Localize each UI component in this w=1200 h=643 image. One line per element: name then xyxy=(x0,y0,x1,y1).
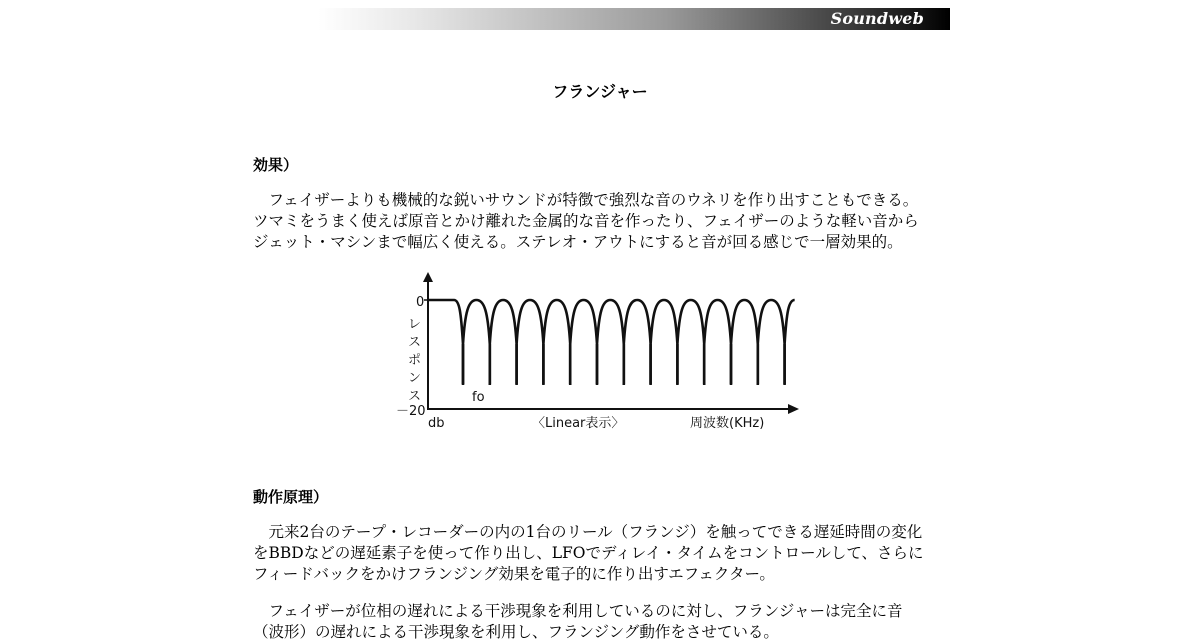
paragraph-line: ジェット・マシンまで幅広く使える。ステレオ・アウトにすると音が回る感じで一層効果的。 xyxy=(253,233,903,251)
y-unit-label: db xyxy=(428,416,445,431)
paragraph-line: 元来2台のテープ・レコーダーの内の1台のリール（フランジ）を触ってできる遅延時間の変化 xyxy=(253,523,923,541)
paragraph-line: フィードバックをかけフランジング効果を電子的に作り出すエフェクター。 xyxy=(253,565,775,583)
site-logo[interactable]: Soundweb xyxy=(830,9,924,28)
effect-paragraph xyxy=(253,190,953,253)
response-chart xyxy=(396,268,816,438)
paragraph-line: （波形）の遅れによる干渉現象を利用し、フランジング動作をさせている。 xyxy=(253,623,779,641)
paragraph-line: フェイザーよりも機械的な鋭いサウンドが特徴で強烈な音のウネリを作り出すこともできる。 xyxy=(253,191,919,209)
y-label-char: ン xyxy=(408,371,422,386)
response-curve xyxy=(428,300,795,384)
effect-heading: 効果） xyxy=(253,156,299,174)
paragraph-line: をBBDなどの遅延素子を使って作り出し、LFOでディレイ・タイムをコントロールして、さらに xyxy=(253,544,924,562)
y-tick-label-top: 0 xyxy=(416,295,425,310)
principle-paragraph xyxy=(253,522,953,585)
y-label-char: ポ xyxy=(408,353,422,368)
y-tick-label-bottom: －20 xyxy=(396,404,426,419)
x-axis-label: 周波数(KHz) xyxy=(690,416,765,431)
page-title: フランジャー xyxy=(552,82,648,101)
y-axis-arrow xyxy=(423,272,433,282)
notch-lines xyxy=(463,344,785,385)
x-axis-arrow xyxy=(788,404,799,414)
paragraph-line: ツマミをうまく使えば原音とかけ離れた金属的な音を作ったり、フェイザーのような軽い音から xyxy=(253,212,919,230)
principle-heading: 動作原理） xyxy=(253,488,329,506)
principle-paragraph-2 xyxy=(253,601,953,643)
y-label-char: レ xyxy=(408,317,422,332)
notch-label-fo: fo xyxy=(472,390,485,405)
flanger-response-figure xyxy=(396,268,816,438)
paragraph-line: フェイザーが位相の遅れによる干渉現象を利用しているのに対し、フランジャーは完全に音 xyxy=(253,602,903,620)
header-banner xyxy=(318,8,950,30)
x-note-label: 〈Linear表示〉 xyxy=(532,416,625,431)
y-label-char: ス xyxy=(408,335,422,350)
y-label-char: ス xyxy=(408,389,422,404)
